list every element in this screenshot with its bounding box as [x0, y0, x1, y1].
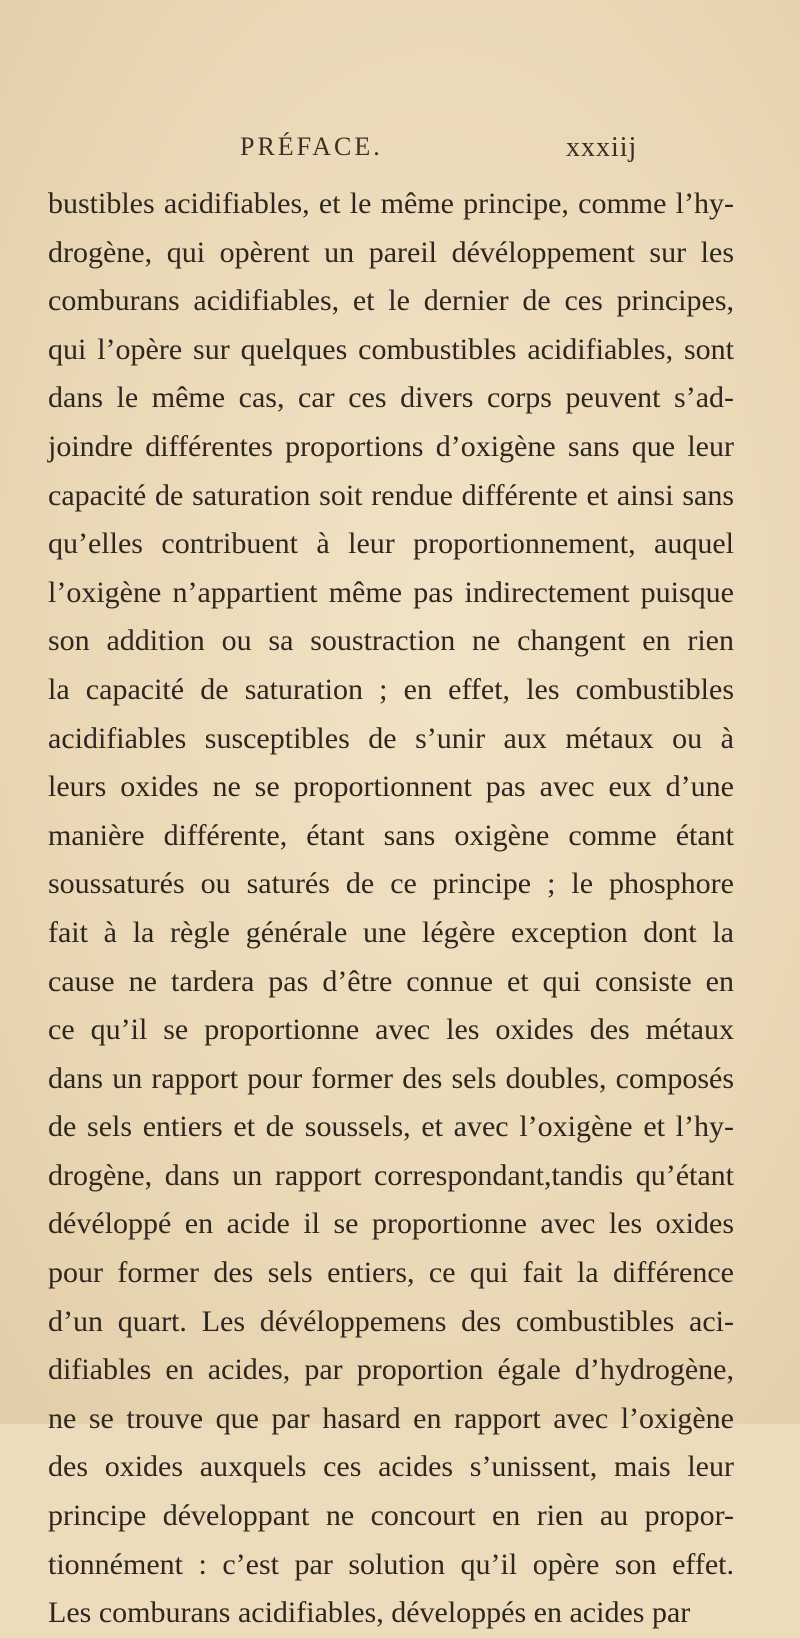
text-line: cause ne tardera pas d’être connue et qui consiste en: [48, 964, 734, 998]
text-line: fait à la règle générale une légère exception dont la: [48, 915, 734, 949]
text-line: d’un quart. Les dévéloppemens des combustibles aci-: [48, 1304, 734, 1338]
text-line: difiables en acides, par proportion égale d’hydrogène,: [48, 1353, 734, 1387]
text-line: acidifiables susceptibles de s’unir aux métaux ou à: [48, 721, 734, 755]
text-line: qu’elles contribuent à leur proportionnement, auquel: [48, 527, 734, 561]
text-line: dans un rapport pour former des sels doubles, composés: [48, 1061, 734, 1095]
text-line: comburans acidifiables, et le dernier de ces principes,: [48, 284, 734, 318]
text-line: manière différente, étant sans oxigène comme étant: [48, 818, 734, 852]
text-line: leurs oxides ne se proportionnent pas avec eux d’une: [48, 770, 734, 804]
text-line: des oxides auxquels ces acides s’unissent, mais leur: [48, 1450, 734, 1484]
text-line: son addition ou sa soustraction ne changent en rien: [48, 624, 734, 658]
text-line: dévéloppé en acide il se proportionne avec les oxides: [48, 1207, 734, 1241]
text-line: drogène, dans un rapport correspondant,tandis qu’étant: [48, 1158, 734, 1192]
body-text: [48, 180, 734, 1638]
text-line: la capacité de saturation ; en effet, les combustibles: [48, 672, 734, 706]
text-line: soussaturés ou saturés de ce principe ; le phosphore: [48, 867, 734, 901]
text-line: de sels entiers et de soussels, et avec l’oxigène et l’hy-: [48, 1110, 734, 1144]
text-line: joindre différentes proportions d’oxigène sans que leur: [48, 429, 734, 463]
text-line: Les comburans acidifiables, développés en acides par: [48, 1596, 691, 1630]
running-title: PRÉFACE.: [240, 132, 383, 161]
text-line: ce qu’il se proportionne avec les oxides des métaux: [48, 1013, 734, 1047]
text-line: pour former des sels entiers, ce qui fait la différence: [48, 1256, 734, 1290]
text-line: capacité de saturation soit rendue différente et ainsi sans: [48, 478, 734, 512]
text-line: principe développant ne concourt en rien au propor-: [48, 1499, 734, 1533]
text-line: qui l’opère sur quelques combustibles acidifiables, sont: [48, 332, 734, 366]
text-line: dans le même cas, car ces divers corps peuvent s’ad-: [48, 381, 734, 415]
page-number: xxxiij: [566, 132, 638, 163]
running-head: [0, 132, 800, 172]
text-line: drogène, qui opèrent un pareil dévéloppement sur les: [48, 235, 734, 269]
text-line: tionnément : c’est par solution qu’il opère son effet.: [48, 1547, 734, 1581]
text-line: ne se trouve que par hasard en rapport avec l’oxigène: [48, 1401, 734, 1435]
text-line: l’oxigène n’appartient même pas indirectement puisque: [48, 575, 734, 609]
text-line: bustibles acidifiables, et le même principe, comme l’hy-: [48, 187, 734, 220]
